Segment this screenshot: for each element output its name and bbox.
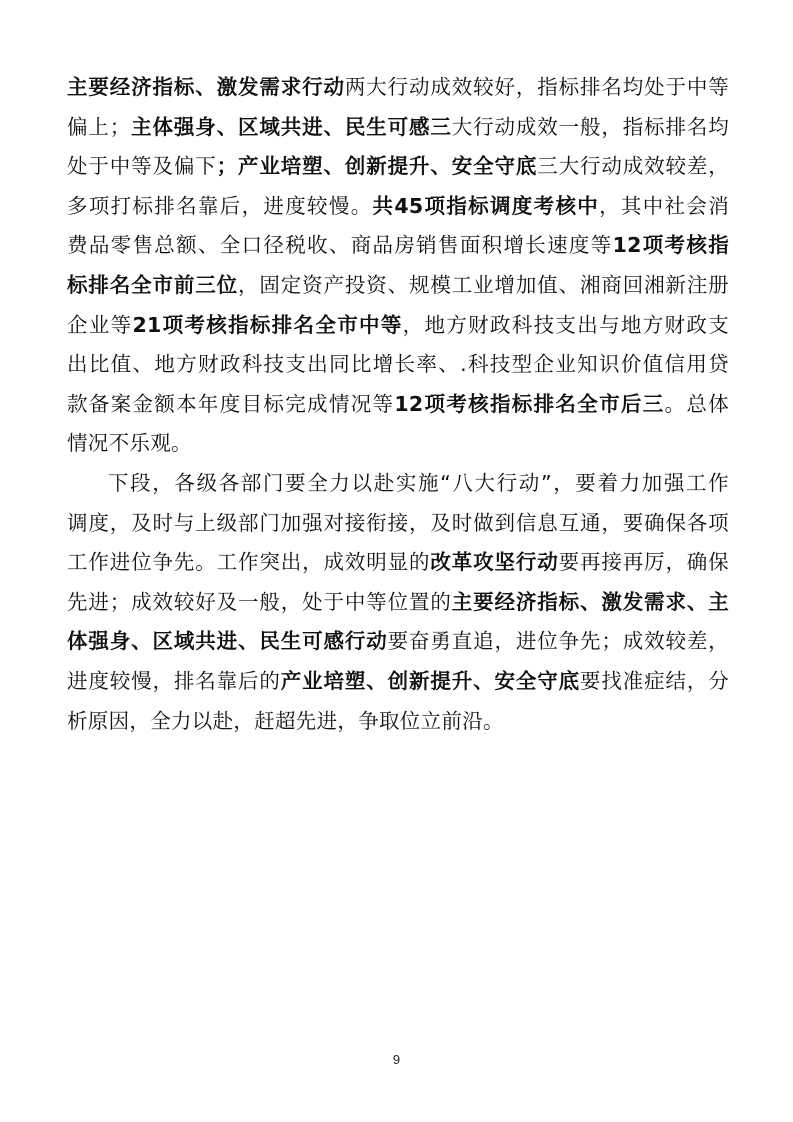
text-line	[67, 702, 729, 742]
bold-text-run: 产业培塑、创新提升、安全守底	[280, 668, 580, 693]
page-number: 9	[392, 1052, 401, 1067]
text-line	[67, 504, 729, 544]
bold-text-run: 主体强身、区域共进、民生可感三	[130, 114, 452, 139]
text-line	[67, 306, 729, 346]
text-line	[67, 108, 729, 148]
bold-text-run: 12项考核指标排名全市后三	[394, 391, 665, 416]
text-line	[67, 543, 729, 583]
text-run: 下段，各级各部门要全力以赴实施“八大行动”，要着力加强工作	[108, 470, 729, 495]
text-run: 调度，及时与上级部门加强对接衔接，及时做到信息互通，要确保各项	[67, 510, 729, 535]
text-run: 情况不乐观。	[67, 431, 192, 456]
text-run: 工作进位争先。工作突出，成效明显的	[67, 550, 431, 575]
text-run: 多项打标排名靠后，进度较慢。	[67, 193, 373, 218]
text-run: 析原因，全力以赴，赶超先进，争取位立前沿。	[67, 708, 504, 733]
text-run: 款备案金额本年度目标完成情况等	[67, 391, 395, 416]
text-run: ，地方财政科技支出与地方财政支	[402, 312, 729, 337]
text-run: 两大行动成效较好，指标排名均处于中等	[344, 75, 729, 99]
text-run: 企业等	[67, 312, 133, 337]
paragraph-2	[67, 464, 729, 741]
text-line	[67, 385, 729, 425]
bold-text-run: 改革攻坚行动	[430, 550, 559, 575]
text-line	[67, 662, 729, 702]
bold-text-run: 21项考核指标排名全市中等	[132, 312, 403, 337]
text-line	[67, 424, 729, 464]
text-line	[67, 345, 729, 385]
text-run: 处于中等及偏下	[67, 154, 217, 179]
text-run: 要再接再厉，确保	[558, 550, 729, 575]
bold-text-run: 标排名全市前三位	[67, 272, 238, 297]
paragraph-1	[67, 68, 729, 464]
text-line	[67, 622, 729, 662]
body-text	[67, 68, 729, 741]
bold-text-run: 共45项指标调度考核中	[372, 193, 600, 218]
text-line	[67, 68, 729, 108]
text-line	[67, 266, 729, 306]
bold-text-run: 主要经济指标、激发需求行动	[67, 75, 345, 99]
text-line	[67, 226, 729, 266]
text-run: 偏上；	[67, 114, 131, 139]
bold-text-run: 12项考核指	[612, 233, 729, 258]
text-run: ，其中社会消	[599, 193, 730, 218]
bold-text-run: 主要经济指标、激发需求、主	[451, 589, 729, 614]
text-run: 大行动成效一般，指标排名均	[451, 114, 729, 139]
text-run: 。总体	[664, 391, 729, 416]
text-run: 出比值、地方财政科技支出同比增长率、.科技型企业知识价值信用贷	[67, 352, 729, 377]
text-run: 三大行动成效较差，	[537, 154, 730, 179]
text-line	[67, 464, 729, 504]
text-line	[67, 583, 729, 623]
text-run: 要找准症结，分	[579, 668, 730, 693]
text-run: 费品零售总额、全口径税收、商品房销售面积增长速度等	[67, 233, 613, 258]
text-run: 先进；成效较好及一般，处于中等位置的	[67, 589, 452, 614]
bold-text-run: 体强身、区域共进、民生可感行动	[67, 629, 388, 654]
text-line	[67, 187, 729, 227]
text-run: 要奋勇直追，进位争先；成效较差，	[387, 629, 729, 654]
text-run: ，固定资产投资、规模工业增加值、湘商回湘新注册	[237, 272, 729, 297]
bold-text-run: ；产业培塑、创新提升、安全守底	[216, 154, 538, 179]
text-line	[67, 147, 729, 187]
text-run: 进度较慢，排名靠后的	[67, 668, 281, 693]
